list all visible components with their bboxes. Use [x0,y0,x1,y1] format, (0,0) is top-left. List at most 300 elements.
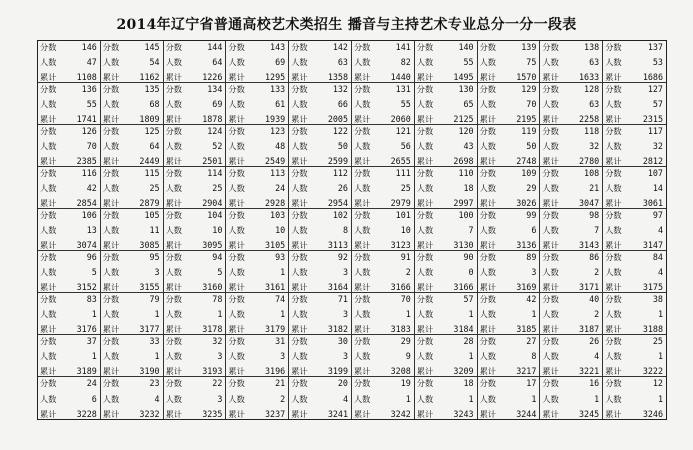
score-cell [603,293,666,335]
cum-value: 1440 [390,72,411,82]
score-label: 分数 [102,294,120,304]
count-value: 4 [154,393,160,404]
score-line [228,294,285,304]
count-line [166,225,223,235]
count-value: 5 [91,267,97,277]
score-cell [164,251,227,293]
count-value: 3 [342,351,348,361]
count-value: 21 [589,183,600,193]
count-label: 人数 [291,309,308,319]
count-line [417,57,474,67]
score-line [480,42,537,52]
count-value: 1 [657,309,663,319]
score-line [40,42,97,52]
cum-line [417,366,474,376]
score-value: 127 [647,84,663,94]
cum-value: 3217 [516,366,537,376]
count-line [354,267,411,277]
score-value: 57 [463,294,474,304]
score-value: 25 [652,336,663,346]
count-value: 54 [149,57,160,67]
cum-value: 2655 [390,156,411,166]
cum-line [605,324,663,334]
score-value: 24 [86,378,97,388]
count-label: 人数 [542,267,559,277]
score-line [605,210,663,220]
count-label: 人数 [605,183,622,193]
score-line [103,42,160,52]
cum-line [417,156,474,166]
score-line [166,294,223,304]
score-label: 分数 [102,126,120,136]
score-cell [540,83,603,125]
cum-value: 3095 [202,240,223,250]
cum-label: 累计 [228,409,245,419]
cum-line [103,282,160,292]
score-cell [226,41,289,83]
cum-value: 3196 [265,366,286,376]
count-value: 1 [468,393,474,404]
score-label: 分数 [479,126,496,136]
count-line [103,57,160,67]
score-label: 分数 [479,252,496,262]
score-line [228,336,285,346]
score-label: 分数 [291,210,308,220]
cum-value: 2258 [579,114,600,124]
score-line [291,378,348,388]
cum-label: 累计 [165,156,182,166]
score-label: 分数 [228,84,245,94]
cum-value: 3184 [453,324,474,334]
cum-value: 3164 [327,282,348,292]
cum-value: 3241 [327,409,348,419]
cum-line [291,114,348,124]
cum-label: 累计 [542,324,559,334]
cum-label: 累计 [291,282,308,292]
score-cell [415,167,478,209]
count-line [417,309,474,319]
score-cell [603,251,666,293]
count-value: 25 [149,183,160,193]
score-value: 146 [81,42,97,52]
score-distribution-table [37,40,667,420]
score-label: 分数 [228,378,245,388]
score-label: 分数 [605,252,622,262]
count-line [291,351,348,361]
score-label: 分数 [416,378,434,388]
cum-line [291,72,348,82]
score-label: 分数 [228,336,245,346]
score-line [480,252,537,262]
score-cell [540,335,603,377]
count-label: 人数 [40,141,57,151]
count-value: 69 [275,57,286,67]
cum-label: 累计 [416,156,434,166]
cum-line [542,409,599,419]
cum-line [103,409,160,419]
score-value: 133 [270,84,286,94]
count-value: 3 [531,267,537,277]
count-line [417,225,474,235]
cum-line [542,282,599,292]
count-value: 1 [657,393,663,404]
score-cell [352,377,415,419]
count-line [354,309,411,319]
cum-value: 3237 [265,409,286,419]
score-cell [540,209,603,251]
cum-line [605,240,663,250]
cum-line [605,366,663,376]
cum-line [228,156,285,166]
count-line [354,99,411,109]
score-value: 128 [584,84,600,94]
score-value: 126 [81,126,97,136]
count-line [103,141,160,151]
count-value: 56 [400,141,411,151]
score-cell [478,167,541,209]
score-label: 分数 [479,84,496,94]
count-value: 63 [589,99,600,109]
cum-label: 累计 [479,282,496,292]
count-value: 24 [275,183,286,193]
cum-line [605,114,663,124]
score-line [480,294,537,304]
cum-line [480,156,537,166]
count-value: 2 [405,267,411,277]
cum-line [354,156,411,166]
score-cell [38,293,101,335]
cum-value: 3222 [642,366,663,376]
cum-line [291,156,348,166]
count-value: 1 [154,351,160,361]
cum-line [103,156,160,166]
cum-line [542,72,599,82]
cum-label: 累计 [102,72,120,82]
cum-label: 累计 [40,409,57,419]
cum-label: 累计 [228,282,245,292]
score-cell [38,83,101,125]
count-line [605,99,663,109]
count-value: 70 [86,141,97,151]
score-value: 71 [337,294,348,304]
score-line [542,168,599,178]
cum-label: 累计 [165,198,182,208]
cum-line [40,324,97,334]
cum-label: 累计 [291,156,308,166]
score-line [354,168,411,178]
score-cell [352,209,415,251]
cum-line [291,282,348,292]
count-label: 人数 [102,267,120,277]
score-cell [164,335,227,377]
cum-label: 累计 [228,156,245,166]
cum-line [228,366,285,376]
cum-value: 3161 [265,282,286,292]
count-value: 3 [342,267,348,277]
count-line [228,183,285,193]
score-line [480,378,537,388]
score-label: 分数 [542,210,559,220]
score-cell [164,125,227,167]
score-line [354,126,411,136]
cum-label: 累计 [291,240,308,250]
count-value: 65 [463,99,474,109]
score-line [40,210,97,220]
score-value: 79 [149,294,160,304]
count-label: 人数 [228,183,245,193]
score-value: 112 [332,168,348,178]
count-line [228,57,285,67]
score-value: 108 [584,168,600,178]
cum-label: 累计 [102,282,120,292]
score-cell [101,209,164,251]
score-label: 分数 [102,378,120,388]
cum-line [542,198,599,208]
cum-value: 3074 [76,240,97,250]
cum-label: 累计 [542,198,559,208]
score-value: 142 [332,42,348,52]
score-line [542,210,599,220]
count-value: 25 [212,183,223,193]
cum-label: 累计 [40,240,57,250]
count-label: 人数 [291,183,308,193]
count-label: 人数 [291,141,308,151]
cum-value: 3182 [327,324,348,334]
cum-value: 2315 [642,114,663,124]
count-label: 人数 [479,183,496,193]
count-line [103,394,160,404]
score-cell [38,209,101,251]
cum-label: 累计 [416,198,434,208]
score-line [480,126,537,136]
count-label: 人数 [165,141,182,151]
cum-label: 累计 [479,409,496,419]
score-line [166,84,223,94]
cum-label: 累计 [291,198,308,208]
count-label: 人数 [542,183,559,193]
count-line [480,267,537,277]
count-label: 人数 [542,225,559,235]
score-cell [415,251,478,293]
count-line [40,309,97,319]
count-line [166,394,223,404]
score-label: 分数 [228,294,245,304]
count-label: 人数 [353,183,371,193]
score-line [605,336,663,346]
cum-value: 1162 [139,72,160,82]
cum-label: 累计 [353,324,371,334]
count-label: 人数 [40,267,57,277]
cum-line [354,198,411,208]
cum-value: 2997 [453,198,474,208]
score-line [417,378,474,388]
cum-label: 累计 [605,366,622,376]
score-line [291,336,348,346]
score-line [354,294,411,304]
score-label: 分数 [291,336,308,346]
count-line [542,99,599,109]
cum-label: 累计 [479,156,496,166]
cum-value: 2449 [139,156,160,166]
score-label: 分数 [40,252,57,262]
cum-label: 累计 [605,409,622,419]
score-cell [540,377,603,419]
cum-label: 累计 [40,156,57,166]
score-line [417,336,474,346]
score-value: 29 [400,336,411,346]
cum-label: 累计 [416,114,434,124]
score-value: 144 [207,42,223,52]
count-value: 3 [154,267,160,277]
score-value: 111 [395,168,411,178]
count-value: 52 [212,141,223,151]
score-value: 19 [400,378,411,388]
score-line [228,378,285,388]
cum-value: 2698 [453,156,474,166]
count-line [542,57,599,67]
cum-line [40,282,97,292]
count-line [480,351,537,361]
score-line [480,210,537,220]
score-value: 141 [395,42,411,52]
score-value: 32 [212,336,223,346]
count-line [103,183,160,193]
score-cell [289,41,352,83]
count-value: 18 [463,183,474,193]
cum-label: 累计 [353,409,371,419]
count-line [40,99,97,109]
count-value: 1 [657,351,663,361]
count-value: 1 [531,393,537,404]
count-label: 人数 [40,393,57,404]
cum-label: 累计 [40,114,57,124]
cum-line [354,366,411,376]
score-cell [226,125,289,167]
score-cell [38,251,101,293]
score-cell [352,83,415,125]
cum-line [542,114,599,124]
cum-label: 累计 [479,198,496,208]
score-value: 106 [81,210,97,220]
count-value: 42 [86,183,97,193]
count-label: 人数 [228,393,245,404]
score-line [40,168,97,178]
cum-line [480,114,537,124]
cum-value: 1570 [516,72,537,82]
score-label: 分数 [479,336,496,346]
score-value: 21 [275,378,286,388]
cum-label: 累计 [479,72,496,82]
cum-line [605,156,663,166]
cum-value: 3232 [139,409,160,419]
score-label: 分数 [102,210,120,220]
count-label: 人数 [353,57,371,67]
score-cell [415,335,478,377]
score-label: 分数 [165,252,182,262]
count-label: 人数 [228,351,245,361]
score-line [228,42,285,52]
count-value: 3 [342,309,348,319]
count-label: 人数 [102,225,120,235]
count-label: 人数 [102,183,120,193]
count-line [480,394,537,404]
count-label: 人数 [228,225,245,235]
count-label: 人数 [353,141,371,151]
score-value: 27 [526,336,537,346]
count-value: 61 [275,99,286,109]
cum-value: 3085 [139,240,160,250]
count-value: 2 [594,267,600,277]
count-value: 1 [468,309,474,319]
count-label: 人数 [165,309,182,319]
score-label: 分数 [165,294,182,304]
count-label: 人数 [353,309,371,319]
count-line [166,141,223,151]
score-value: 135 [144,84,160,94]
count-value: 69 [212,99,223,109]
score-value: 105 [144,210,160,220]
score-label: 分数 [542,168,559,178]
score-value: 101 [395,210,411,220]
cum-line [417,282,474,292]
score-label: 分数 [479,294,496,304]
cum-value: 1686 [642,72,663,82]
count-label: 人数 [605,99,622,109]
score-line [40,126,97,136]
cum-line [166,324,223,334]
cum-value: 2854 [76,198,97,208]
cum-line [228,72,285,82]
cum-value: 3155 [139,282,160,292]
score-value: 16 [589,378,600,388]
score-line [228,168,285,178]
score-label: 分数 [353,378,371,388]
count-label: 人数 [40,57,57,67]
cum-line [480,240,537,250]
count-value: 53 [652,57,663,67]
score-label: 分数 [165,210,182,220]
count-label: 人数 [40,309,57,319]
count-line [605,309,663,319]
score-value: 131 [395,84,411,94]
score-line [291,168,348,178]
count-value: 4 [657,225,663,235]
cum-value: 3208 [390,366,411,376]
score-label: 分数 [416,210,434,220]
cum-label: 累计 [165,366,182,376]
cum-label: 累计 [542,366,559,376]
score-value: 70 [400,294,411,304]
score-line [291,252,348,262]
cum-value: 3221 [579,366,600,376]
score-label: 分数 [102,168,120,178]
score-cell [478,293,541,335]
cum-label: 累计 [353,72,371,82]
count-label: 人数 [605,141,622,151]
count-value: 0 [468,267,474,277]
score-value: 37 [86,336,97,346]
score-line [228,126,285,136]
score-line [417,84,474,94]
count-value: 1 [154,309,160,319]
cum-label: 累计 [416,240,434,250]
count-label: 人数 [479,225,496,235]
score-value: 117 [647,126,663,136]
score-cell [38,377,101,419]
count-line [354,183,411,193]
cum-line [40,156,97,166]
score-label: 分数 [228,126,245,136]
